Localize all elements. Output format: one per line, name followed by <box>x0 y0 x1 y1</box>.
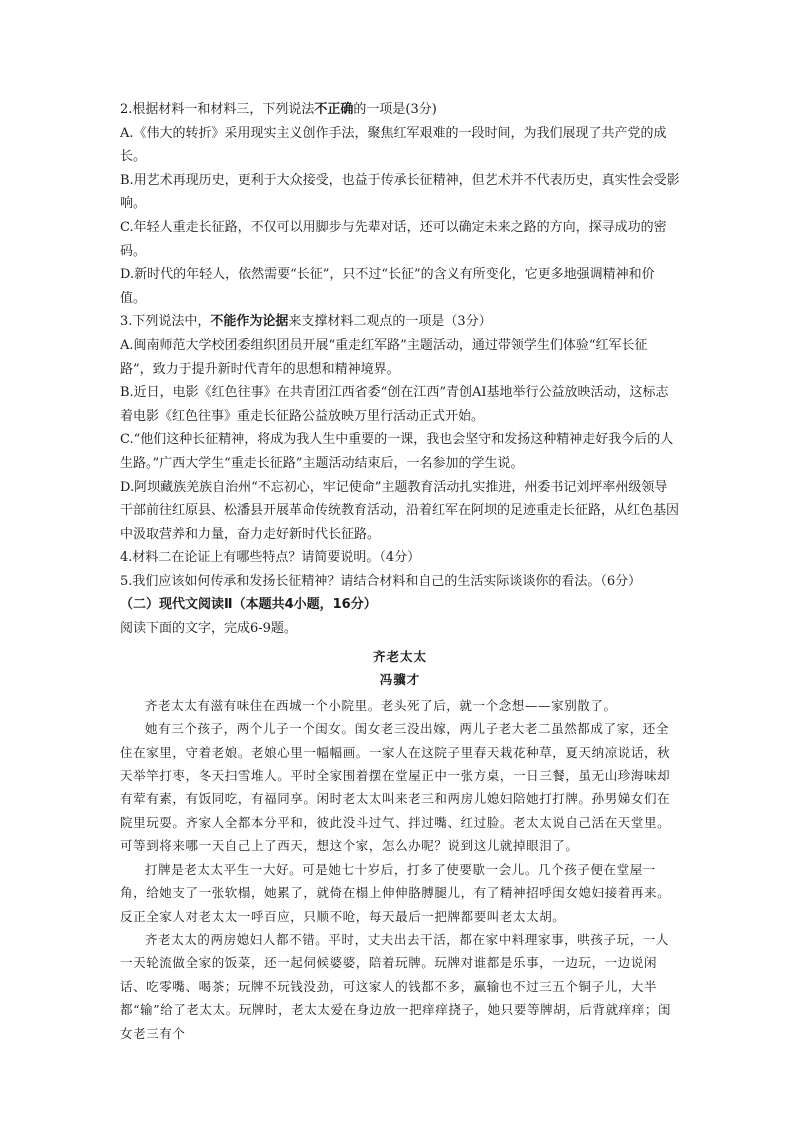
q3-option-d: D.阿坝藏族羌族自治州“不忘初心，牢记使命”主题教育活动扎实推进，州委书记刘坪率州级领导干部前往红原县、松潘县开展革命传统教育活动，沿着红军在阿坝的足迹重走长征路，从红色基因中汲取营养和力量，奋力走好新时代长征路。 <box>120 479 680 542</box>
question-5: 5.我们应该如何传承和发扬长征精神？请结合材料和自己的生活实际谈谈你的看法。（6分） <box>120 573 642 589</box>
q3-stem-text: 3.下列说法中， <box>120 314 211 330</box>
q3-option-b: B.近日，电影《红色往事》在共青团江西省委“创在江西”青创AI基地举行公益放映活动，这标志着电影《红色往事》重走长征路公益放映万里行活动正式开始。 <box>120 385 669 424</box>
q2-option-b: B.用艺术再现历史，更利于大众接受，也益于传承长征精神，但艺术并不代表历史，真实性会受影响。 <box>120 172 680 212</box>
story-paragraph: 她有三个孩子，两个儿子一个闺女。闺女老三没出嫁，两儿子老大老二虽然都成了家，还全住在家里，守着老娘。老娘心里一幅幅画。一家人在这院子里春天栽花种草，夏天纳凉说话，秋天举竿打枣，冬天扫雪堆人。平时全家围着摆在堂屋正中一张方桌，一日三餐，虽无山珍海味却有荤有素，有饭同吃，有福同享。闲时老太太叫来老三和两房儿媳妇陪她打打牌。孙男娣女们在院里玩耍。齐家人全都本分平和，彼此没斗过气、拌过嘴、红过脸。老太太说自己活在天堂里。可等到将来哪一天自己上了西天，想这个家，怎么办呢？说到这儿就掉眼泪了。 <box>120 721 671 854</box>
q3-stem-emphasis: 不能作为论据 <box>210 314 289 330</box>
question-4: 4.材料二在论证上有哪些特点？请简要说明。（4分） <box>120 550 421 566</box>
q2-option-d: D.新时代的年轻人，依然需要“长征”，只不过“长征”的含义有所变化，它更多地强调精神和价值。 <box>120 267 655 306</box>
exam-page <box>120 98 680 1045</box>
story-author: 冯骥才 <box>379 672 421 688</box>
q2-option-c: C.年轻人重走长征路，不仅可以用脚步与先辈对话，还可以确定未来之路的方向，探寻成功的密码。 <box>120 219 667 259</box>
section-heading: （二）现代文阅读Ⅱ（本题共4小题，16分） <box>120 597 377 613</box>
q3-option-a: A.闽南师范大学校团委组织团员开展“重走红军路”主题活动，通过带领学生们体验“红军长征路”，致力于提升新时代青年的思想和精神境界。 <box>120 337 648 377</box>
q3-stem-tail: 来支撑材料二观点的一项是（3分） <box>288 314 492 330</box>
question-3-stem <box>120 310 680 334</box>
q2-stem-tail: 的一项是(3分) <box>353 102 437 117</box>
story-body <box>120 694 680 1045</box>
q2-option-a: A.《伟大的转折》采用现实主义创作手法，聚焦红军艰难的一段时间，为我们展现了共产党的成长。 <box>120 125 667 165</box>
q3-option-c: C.“他们这种长征精神，将成为我人生中重要的一课，我也会坚守和发扬这种精神走好我今后的人生路。”广西大学生“重走长征路”主题活动结束后，一名参加的学生说。 <box>120 432 674 471</box>
story-paragraph: 齐老太太的两房媳妇人都不错。平时，丈夫出去干活，都在家中料理家事，哄孩子玩，一人一天轮流做全家的饭菜，还一起伺候婆婆，陪着玩牌。玩牌对谁都是乐事，一边玩，一边说闲话、吃零嘴、喝茶；玩牌不玩钱没劲，可这家人的钱都不多，赢输也不过三五个铜子儿，大半都“输”给了老太太。玩牌时，老太太爱在身边放一把痒痒挠子，她只要等牌胡，后背就痒痒；闺女老三有个 <box>120 931 672 1041</box>
story-title: 齐老太太 <box>372 648 427 664</box>
q2-stem-text: 2.根据材料一和材料三，下列说法 <box>120 102 315 117</box>
story-paragraph: 齐老太太有滋有味住在西城一个小院里。老头死了后，就一个念想——家别散了。 <box>145 697 617 713</box>
story-paragraph: 打牌是老太太平生一大好。可是她七十岁后，打多了使要歇一会儿。几个孩子便在堂屋一角，给她支了一张软榻，她累了，就倚在榻上伸伸胳膊腿儿，有了精神招呼闺女媳妇接着再来。反正全家人对老太太一呼百应，只顺不呛，每天最后一把牌都要叫老太太胡。 <box>120 861 671 924</box>
question-2-stem <box>120 98 680 122</box>
reading-instruction: 阅读下面的文字，完成6-9题。 <box>120 621 297 637</box>
q2-stem-emphasis: 不正确 <box>314 102 354 117</box>
